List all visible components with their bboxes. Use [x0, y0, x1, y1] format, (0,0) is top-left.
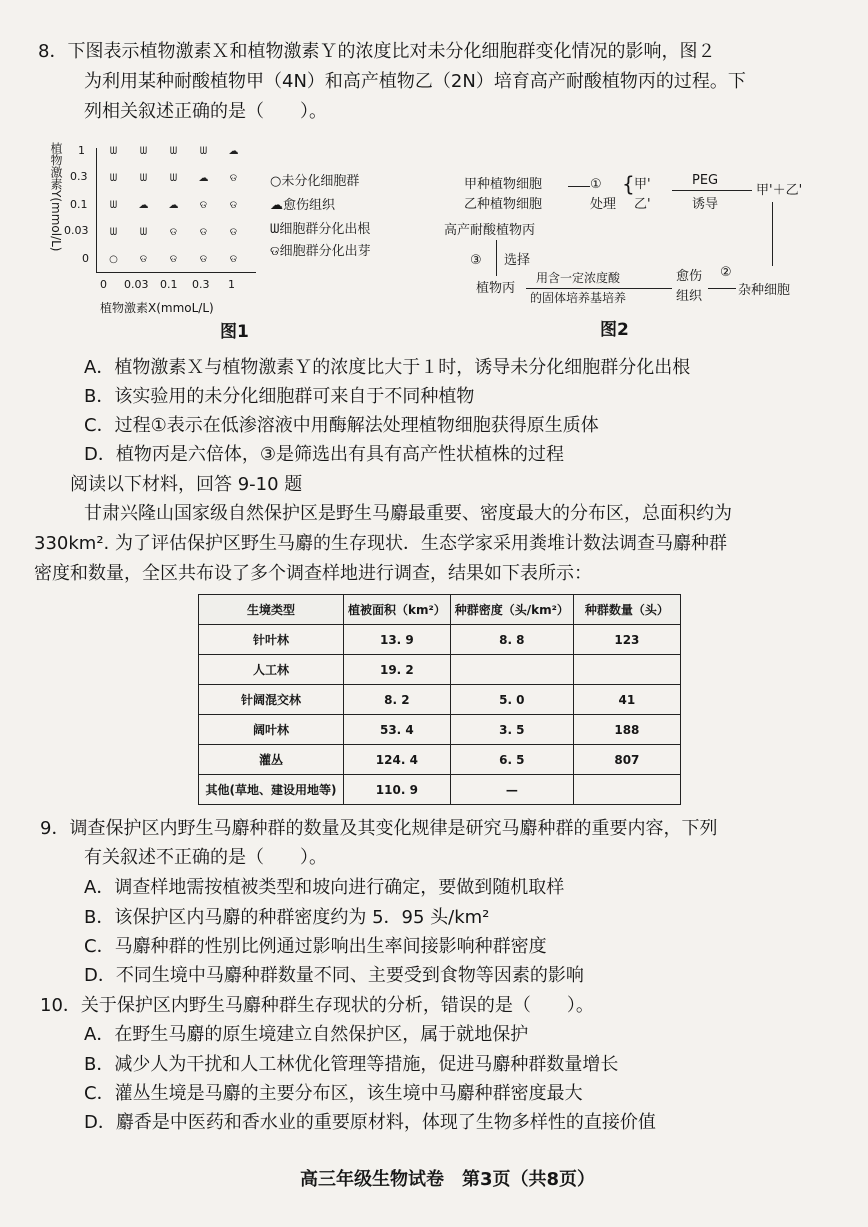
fig1-x-axis — [96, 272, 256, 273]
pictogram-icon: ଡ — [199, 200, 207, 211]
q8-option-d: D．植物丙是六倍体，③是筛选出有具有高产性状植株的过程 — [84, 444, 564, 465]
pictogram-icon: ᗯ — [139, 146, 147, 157]
q9-stem-line2: 有关叙述不正确的是（ ）。 — [84, 847, 327, 868]
pictogram-icon: ᗯ — [169, 173, 177, 184]
q8-stem-line2: 为利用某种耐酸植物甲（4N）和高产植物乙（2N）培育高产耐酸植物丙的过程。下 — [84, 71, 746, 92]
table-cell: 123 — [573, 625, 680, 655]
table-header: 生境类型 — [199, 595, 344, 625]
fig1-legend-item: ○未分化细胞群 — [270, 174, 360, 189]
fig2-step3: ③ — [470, 253, 482, 268]
q9-option-a: A．调查样地需按植被类型和坡向进行确定，要做到随机取样 — [84, 877, 565, 898]
fig2-medium1: 用含一定浓度酸 — [536, 271, 621, 285]
fig1-ytick: 0.3 — [70, 170, 88, 183]
table-cell: 19. 2 — [344, 655, 451, 685]
pictogram-icon: ☁ — [198, 173, 208, 184]
fig1-y-axis — [96, 148, 97, 272]
table-header: 种群密度（头/km²） — [450, 595, 573, 625]
table-row — [199, 715, 681, 745]
pictogram-icon: ଡ — [229, 227, 237, 238]
table-cell: 8. 2 — [344, 685, 451, 715]
fig2-step1: ① — [590, 177, 602, 192]
pictogram-icon: ☁ — [138, 200, 148, 211]
pictogram-icon: ଡ — [229, 254, 237, 265]
q9-option-b: B．该保护区内马麝的种群密度约为 5．95 头/km² — [84, 907, 490, 928]
figure-1 — [48, 140, 428, 340]
pictogram-icon: ଡ — [199, 227, 207, 238]
pictogram-icon: ଡ — [229, 200, 237, 211]
pictogram-icon: ᗯ — [139, 173, 147, 184]
sprout-icon: ଡ — [270, 244, 280, 259]
table-cell: 110. 9 — [344, 775, 451, 805]
fig2-arrow-up — [496, 240, 497, 276]
table-cell: 8. 8 — [450, 625, 573, 655]
fig2-arrow-left — [526, 288, 672, 289]
table-header: 种群数量（头） — [573, 595, 680, 625]
reading-intro: 阅读以下材料，回答 9-10 题 — [70, 474, 303, 495]
pictogram-icon: ᗯ — [109, 227, 117, 238]
fig1-ytick: 0.03 — [64, 224, 89, 237]
table-cell: 6. 5 — [450, 745, 573, 775]
table-cell: 13. 9 — [344, 625, 451, 655]
q9-stem-line1: 9．调查保护区内野生马麝种群的数量及其变化规律是研究马麝种群的重要内容，下列 — [40, 818, 718, 839]
table-cell: 人工林 — [199, 655, 344, 685]
fig1-ytick: 0 — [82, 252, 89, 265]
table-cell: 5. 0 — [450, 685, 573, 715]
table-cell: — — [450, 775, 573, 805]
fig2-medium2: 的固体培养基培养 — [530, 291, 627, 305]
table-cell: 53. 4 — [344, 715, 451, 745]
fig2-brace: { — [622, 172, 635, 196]
fig2-target: 高产耐酸植物丙 — [444, 223, 536, 238]
fig2-step1-label: 处理 — [590, 197, 617, 212]
pictogram-icon: ଡ — [169, 227, 177, 238]
pictogram-icon: ଡ — [139, 254, 147, 265]
pictogram-icon: ○ — [109, 254, 117, 265]
table-cell: 124. 4 — [344, 745, 451, 775]
fig1-ylabel: 植物激素Y(mmol/L) — [49, 142, 63, 252]
table-cell: 188 — [573, 715, 680, 745]
fig2-hybrid: 杂种细胞 — [738, 283, 791, 298]
q10-option-a: A．在野生马麝的原生境建立自然保护区，属于就地保护 — [84, 1024, 529, 1045]
table-cell: 其他(草地、建设用地等) — [199, 775, 344, 805]
fig1-xtick: 0.3 — [192, 278, 210, 291]
fig2-induce: 诱导 — [692, 197, 719, 212]
pictogram-icon: ଡ — [229, 173, 237, 184]
fig2-peg: PEG — [692, 173, 719, 188]
fig2-callus2: 组织 — [676, 289, 703, 304]
pictogram-icon: ᗯ — [109, 146, 117, 157]
fig1-cell-grid — [100, 146, 260, 272]
fig2-species-a: 甲种植物细胞 — [464, 177, 543, 192]
pictogram-icon: ᗯ — [139, 227, 147, 238]
table-cell — [573, 775, 680, 805]
pictogram-icon: ଡ — [199, 254, 207, 265]
q8-option-b: B．该实验用的未分化细胞群可来自于不同种植物 — [84, 386, 475, 407]
fig2-prod-a: 甲' — [634, 177, 651, 192]
fig2-callus: 愈伤 — [676, 269, 703, 284]
fig2-plant-c: 植物丙 — [476, 281, 516, 296]
fig2-arrow-left — [708, 288, 736, 289]
pictogram-icon: ᗯ — [109, 200, 117, 211]
q8-option-a: A．植物激素Ｘ与植物激素Ｙ的浓度比大于１时，诱导未分化细胞群分化出根 — [84, 357, 691, 378]
table-cell: 3. 5 — [450, 715, 573, 745]
fig1-xlabel: 植物激素X(mmoL/L) — [100, 301, 214, 315]
fig1-legend-item: ଡ细胞群分化出芽 — [270, 244, 371, 259]
table-cell — [450, 655, 573, 685]
table-header-row — [199, 595, 681, 625]
pictogram-icon: ଡ — [169, 254, 177, 265]
table-cell: 灌丛 — [199, 745, 344, 775]
table-cell: 阔叶林 — [199, 715, 344, 745]
table-cell: 针阔混交林 — [199, 685, 344, 715]
reading-p2: 330km². 为了评估保护区野生马麝的生存现状．生态学家采用粪堆计数法调查马麝种群 — [34, 533, 727, 554]
fig1-xtick: 1 — [228, 278, 235, 291]
table-row — [199, 655, 681, 685]
circle-icon: ○ — [270, 174, 282, 189]
table-row — [199, 775, 681, 805]
q10-option-c: C．灌丛生境是马麝的主要分布区，该生境中马麝种群密度最大 — [84, 1083, 583, 1104]
pictogram-icon: ᗯ — [109, 173, 117, 184]
root-icon: ᗯ — [270, 222, 280, 237]
page-footer: 高三年级生物试卷 第3页（共8页） — [300, 1169, 596, 1190]
fig1-xtick: 0.03 — [124, 278, 149, 291]
fig1-xtick: 0.1 — [160, 278, 178, 291]
pictogram-icon: ᗯ — [169, 146, 177, 157]
q8-stem-line1: 8．下图表示植物激素Ｘ和植物激素Ｙ的浓度比对未分化细胞群变化情况的影响，图２ — [38, 41, 716, 62]
table-row — [199, 625, 681, 655]
q8-stem-line3: 列相关叙述正确的是（ ）。 — [84, 101, 327, 122]
fig1-ytick: 1 — [78, 144, 85, 157]
table-cell: 针叶林 — [199, 625, 344, 655]
q10-option-d: D．麝香是中医药和香水业的重要原材料，体现了生物多样性的直接价值 — [84, 1112, 656, 1133]
fig2-step2: ② — [720, 265, 732, 280]
pictogram-icon: ☁ — [228, 146, 238, 157]
fig2-prod-b: 乙' — [634, 197, 651, 212]
q9-option-d: D．不同生境中马麝种群数量不同、主要受到食物等因素的影响 — [84, 965, 584, 986]
table-cell — [573, 655, 680, 685]
table-row — [199, 745, 681, 775]
callus-icon: ☁ — [270, 198, 283, 213]
q10-option-b: B．减少人为干扰和人工林优化管理等措施，促进马麝种群数量增长 — [84, 1054, 619, 1075]
figure-2 — [440, 160, 840, 320]
q8-option-c: C．过程①表示在低渗溶液中用酶解法处理植物细胞获得原生质体 — [84, 415, 599, 436]
table-cell: 41 — [573, 685, 680, 715]
fig2-fused: 甲'＋乙' — [756, 183, 803, 198]
fig1-caption: 图1 — [220, 322, 249, 342]
fig1-ytick: 0.1 — [70, 198, 88, 211]
fig1-xtick: 0 — [100, 278, 107, 291]
reading-p1: 甘肃兴隆山国家级自然保护区是野生马麝最重要、密度最大的分布区，总面积约为 — [84, 503, 732, 524]
pictogram-icon: ☁ — [168, 200, 178, 211]
fig2-species-b: 乙种植物细胞 — [464, 197, 543, 212]
fig2-select: 选择 — [504, 253, 531, 268]
q10-stem: 10．关于保护区内野生马麝种群生存现状的分析，错误的是（ ）。 — [40, 995, 594, 1016]
habitat-table — [198, 594, 681, 805]
fig2-caption: 图2 — [600, 320, 629, 340]
table-cell: 807 — [573, 745, 680, 775]
fig1-legend-item: ☁愈伤组织 — [270, 198, 336, 213]
fig2-arrow — [672, 190, 752, 191]
q9-option-c: C．马麝种群的性别比例通过影响出生率间接影响种群密度 — [84, 936, 547, 957]
fig2-arrow — [568, 186, 590, 187]
reading-p3: 密度和数量，全区共布设了多个调查样地进行调查，结果如下表所示： — [34, 563, 592, 584]
pictogram-icon: ᗯ — [199, 146, 207, 157]
fig1-legend-item: ᗯ细胞群分化出根 — [270, 222, 371, 237]
fig2-arrow-down — [772, 202, 773, 266]
table-row — [199, 685, 681, 715]
table-header: 植被面积（km²） — [344, 595, 451, 625]
